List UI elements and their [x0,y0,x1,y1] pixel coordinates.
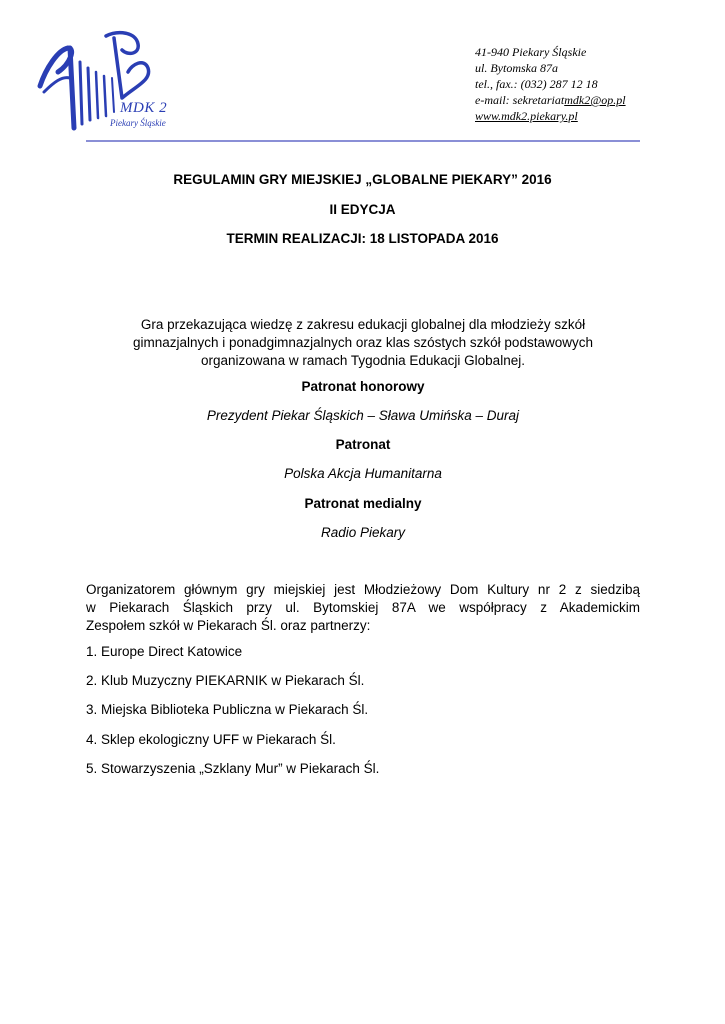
intro-line: organizowana w ramach Tygodnia Edukacji Globalnej. [201,353,525,368]
logo-text: MDK 2 [120,100,168,116]
term-title: TERMIN REALIZACJI: 18 LISTOPADA 2016 [226,231,499,246]
website-link[interactable]: www.mdk2.piekary.pl [475,109,578,123]
address-phone: tel., fax.: (032) 287 12 18 [475,77,598,91]
email-prefix: e-mail: sekretariat [475,93,565,107]
intro-paragraph [86,316,640,370]
edition-title: II EDYCJA [329,202,396,217]
header-divider [86,140,640,142]
address-email [475,92,626,108]
media-patronage-label: Patronat medialny [304,496,422,511]
email-link[interactable]: mdk2@op.pl [564,93,626,107]
partner-list-item: 4. Sklep ekologiczny UFF w Piekarach Śl. [86,732,336,747]
organizer-line: Organizatorem głównym gry miejskiej jest Młodzieżowy Dom Kultury nr 2 z siedzibą [86,582,640,597]
partner-list-item: 3. Miejska Biblioteka Publiczna w Piekarach Śl. [86,702,369,717]
honorary-patronage-label: Patronat honorowy [301,379,425,394]
media-patronage-value: Radio Piekary [320,525,406,540]
address-street: ul. Bytomska 87a [475,61,558,75]
letterhead [0,0,725,145]
intro-line: Gra przekazująca wiedzę z zakresu edukacji globalnej dla młodzieży szkół [140,317,586,332]
honorary-patronage-value: Prezydent Piekar Śląskich – Sława Umińska – Duraj [206,408,520,423]
logo-subtitle: Piekary Śląskie [110,118,166,128]
patronage-label: Patronat [335,437,391,452]
patronage-value: Polska Akcja Humanitarna [284,466,442,481]
address-block [475,44,626,124]
partner-list-item: 1. Europe Direct Katowice [86,644,243,659]
address-city: 41-940 Piekary Śląskie [475,45,587,59]
organizer-line: Zespołem szkół w Piekarach Śl. oraz partnerzy: [86,618,371,633]
organizer-paragraph [86,581,640,635]
partner-list-item: 2. Klub Muzyczny PIEKARNIK w Piekarach Śl. [86,673,365,688]
organizer-line: w Piekarach Śląskich przy ul. Bytomskiej 87A we współpracy z Akademickim [86,600,640,615]
partner-list-item: 5. Stowarzyszenia „Szklany Mur” w Piekarach Śl. [86,761,380,776]
intro-line: gimnazjalnych i ponadgimnazjalnych oraz klas szóstych szkół podstawowych [133,335,593,350]
document-title: REGULAMIN GRY MIEJSKIEJ „GLOBALNE PIEKARY” 2016 [173,172,552,187]
